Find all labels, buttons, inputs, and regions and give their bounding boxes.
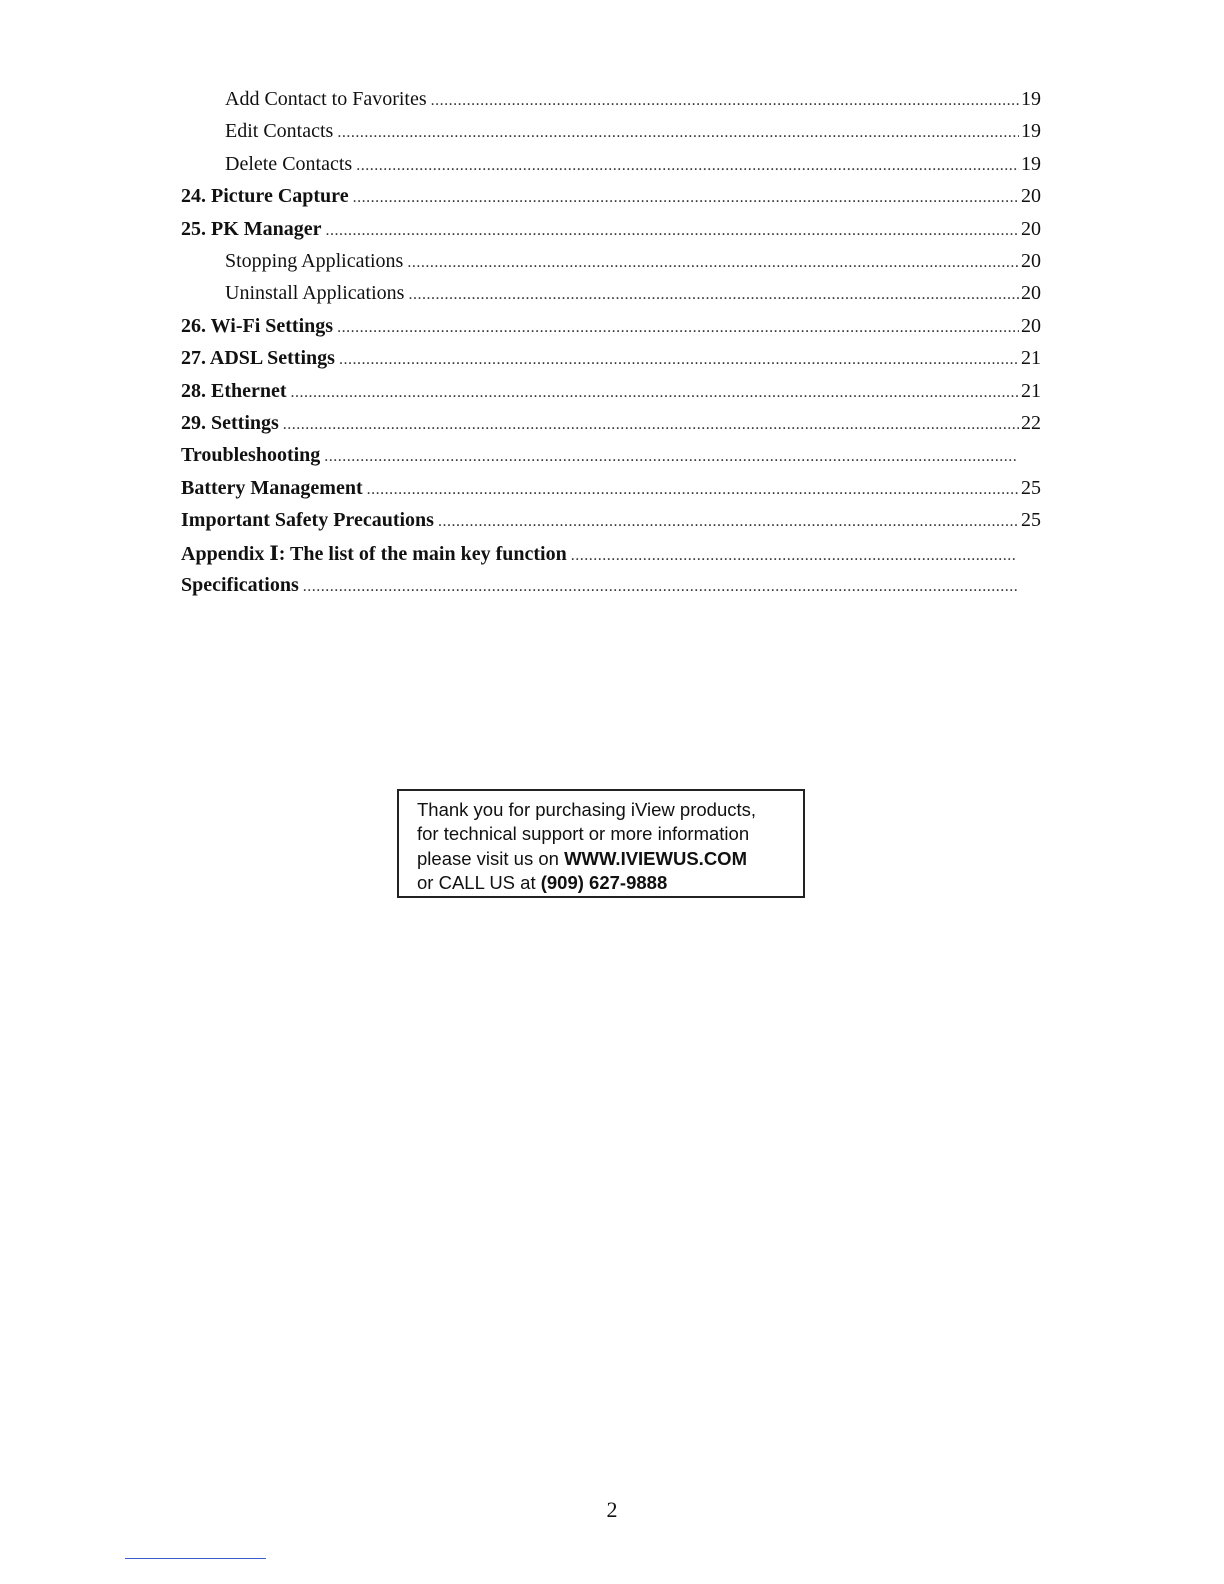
toc-dot-leader (337, 124, 1019, 142)
toc-entry[interactable] (181, 315, 1041, 347)
toc-entry[interactable] (181, 444, 1041, 476)
toc-entry-page: 20 (1021, 249, 1041, 272)
toc-entry-page: 21 (1021, 347, 1041, 370)
toc-entry[interactable] (181, 185, 1041, 217)
notice-call-text: or CALL US at (417, 871, 541, 893)
toc-entry[interactable] (181, 412, 1041, 444)
toc-dot-leader (339, 351, 1019, 369)
toc-entry-page: 19 (1021, 120, 1041, 143)
notice-line-4 (417, 871, 803, 895)
toc-entry-title: Edit Contacts (225, 120, 334, 143)
footer-rule (125, 1558, 266, 1559)
toc-entry-title: 28. Ethernet (181, 379, 287, 402)
notice-line-1: Thank you for purchasing iView products, (417, 799, 757, 820)
toc-dot-leader (431, 92, 1019, 110)
toc-entry-title: 29. Settings (181, 411, 279, 434)
toc-entry[interactable] (181, 509, 1041, 541)
toc-dot-leader (438, 513, 1019, 531)
toc-entry-page: 19 (1021, 152, 1041, 175)
toc-entry-page: 20 (1021, 314, 1041, 337)
toc-entry[interactable] (181, 347, 1041, 379)
toc-entry-page: 22 (1021, 411, 1041, 434)
toc-entry[interactable] (181, 477, 1041, 509)
toc-entry[interactable] (181, 250, 1041, 282)
toc-dot-leader (367, 481, 1019, 499)
toc-entry[interactable] (181, 218, 1041, 250)
toc-entry-title: Battery Management (181, 476, 363, 499)
toc-entry[interactable] (181, 120, 1041, 152)
toc-entry[interactable] (181, 541, 1041, 573)
toc-entry[interactable] (181, 380, 1041, 412)
table-of-contents (181, 88, 1041, 606)
notice-line-3 (417, 847, 803, 871)
toc-entry-page: 25 (1021, 509, 1041, 532)
toc-entry-page: 21 (1021, 379, 1041, 402)
toc-entry-page: 25 (1021, 476, 1041, 499)
toc-dot-leader (303, 578, 1017, 596)
toc-dot-leader (291, 384, 1019, 402)
toc-dot-leader (408, 286, 1019, 304)
toc-entry[interactable] (181, 153, 1041, 185)
page-number: 2 (606, 1497, 618, 1522)
toc-dot-leader (326, 222, 1019, 240)
toc-entry-title: Troubleshooting (181, 444, 321, 467)
toc-entry-title: Appendix Ⅰ: The list of the main key function (181, 543, 567, 566)
toc-dot-leader (571, 547, 1017, 565)
toc-dot-leader (324, 448, 1017, 466)
toc-entry[interactable] (181, 574, 1041, 606)
toc-entry-page: 20 (1021, 185, 1041, 208)
phone-number: (909) 627-9888 (540, 871, 668, 893)
toc-dot-leader (353, 189, 1019, 207)
toc-entry-title: 26. Wi-Fi Settings (181, 314, 334, 337)
toc-entry-page: 20 (1021, 282, 1041, 305)
toc-entry-title: 27. ADSL Settings (181, 347, 335, 370)
support-notice-box (397, 789, 805, 898)
toc-entry-title: Delete Contacts (225, 152, 353, 175)
toc-entry-title: Add Contact to Favorites (225, 88, 427, 110)
notice-visit-text: please visit us on (417, 847, 565, 869)
toc-entry-title: Important Safety Precautions (181, 509, 434, 532)
notice-line-2: for technical support or more information (417, 823, 750, 845)
toc-dot-leader (337, 319, 1019, 337)
toc-entry-title: Uninstall Applications (225, 282, 405, 305)
toc-dot-leader (407, 254, 1019, 272)
toc-entry[interactable] (181, 88, 1041, 120)
toc-entry-title: 24. Picture Capture (181, 185, 349, 208)
toc-entry-title: 25. PK Manager (181, 217, 322, 240)
toc-entry-title: Specifications (181, 573, 299, 596)
toc-entry-page: 19 (1021, 88, 1041, 110)
website-link[interactable]: WWW.IVIEWUS.COM (564, 847, 747, 869)
toc-entry[interactable] (181, 282, 1041, 314)
toc-entry-page: 20 (1021, 217, 1041, 240)
toc-entry-title: Stopping Applications (225, 249, 404, 272)
toc-dot-leader (356, 157, 1019, 175)
toc-dot-leader (283, 416, 1019, 434)
